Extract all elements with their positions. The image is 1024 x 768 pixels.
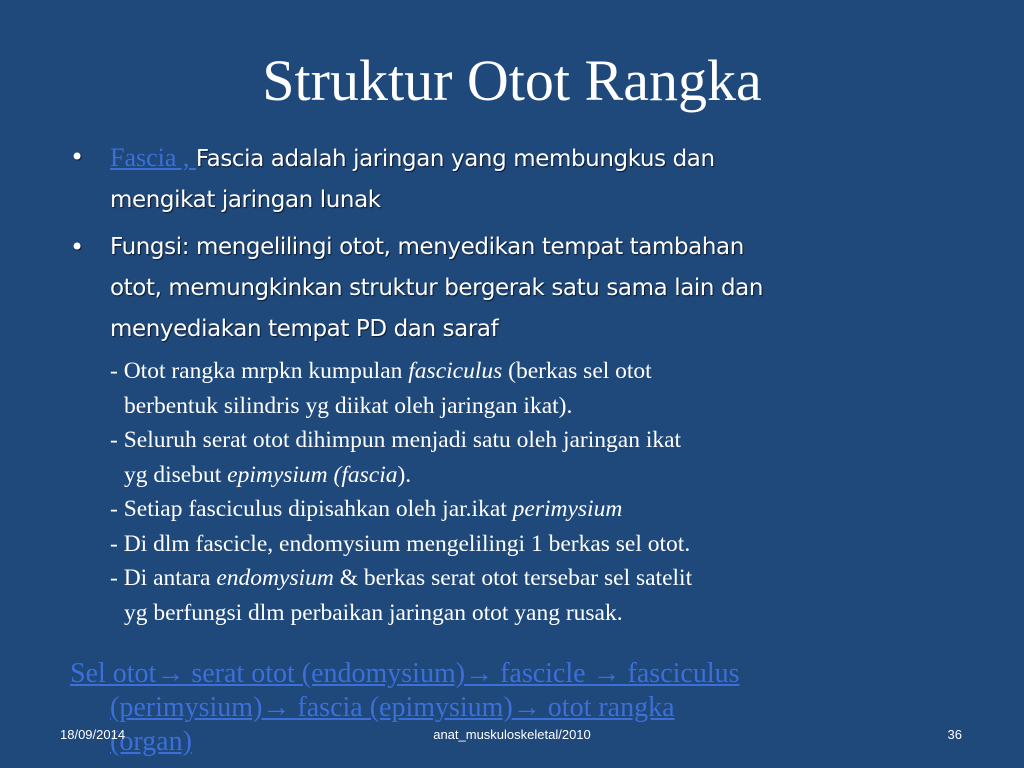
footer-date: 18/09/2014 [60,727,126,742]
bullet-fascia [70,137,950,221]
muscle-hierarchy-link[interactable] [70,657,970,759]
sub-line: yg disebut epimysium (fascia). [124,461,412,488]
flow-line3: (organ) [110,726,192,757]
fungsi-line3: menyediakan tempat PD dan saraf [110,316,499,342]
bullet-dot: • [70,143,84,171]
fascia-text-line2: mengikat jaringan lunak [110,187,381,213]
fascia-link[interactable]: Fascia , [110,143,196,172]
sub-line: - Otot rangka mrpkn kumpulan fasciculus (berkas sel otot [110,358,652,384]
sub-line: - Seluruh serat otot dihimpun menjadi satu oleh jaringan ikat [110,427,682,453]
footer-source: anat_muskuloskeletal/2010 [433,727,591,742]
sub-line: yg berfungsi dlm perbaikan jaringan otot yang rusak. [124,599,623,626]
bullet-dot: • [70,233,84,261]
fungsi-line1: Fungsi: mengelilingi otot, menyedikan tempat tambahan [110,234,744,260]
sub-line: - Di dlm fascicle, endomysium mengelilingi 1 berkas sel otot. [110,530,691,557]
fascia-text-line1: Fascia adalah jaringan yang membungkus dan [195,146,715,172]
sub-line: - Setiap fasciculus dipisahkan oleh jar.ikat perimysium [110,496,623,522]
sub-points [110,354,950,630]
slide-content [70,137,950,630]
sub-line: berbentuk silindris yg diikat oleh jaringan ikat). [124,392,573,419]
flow-line2: (perimysium)→ fascia (epimysium)→ otot rangka [110,692,675,723]
bullet-fungsi [70,227,950,350]
slide-title: Struktur Otot Rangka [262,48,762,113]
flow-line1: Sel otot→ serat otot (endomysium)→ fascicle → fasciculus [70,658,740,689]
fungsi-line2: otot, memungkinkan struktur bergerak satu sama lain dan [110,275,764,301]
sub-line: - Di antara endomysium & berkas serat otot tersebar sel satelit [110,565,693,591]
footer-page-number: 36 [947,727,962,742]
